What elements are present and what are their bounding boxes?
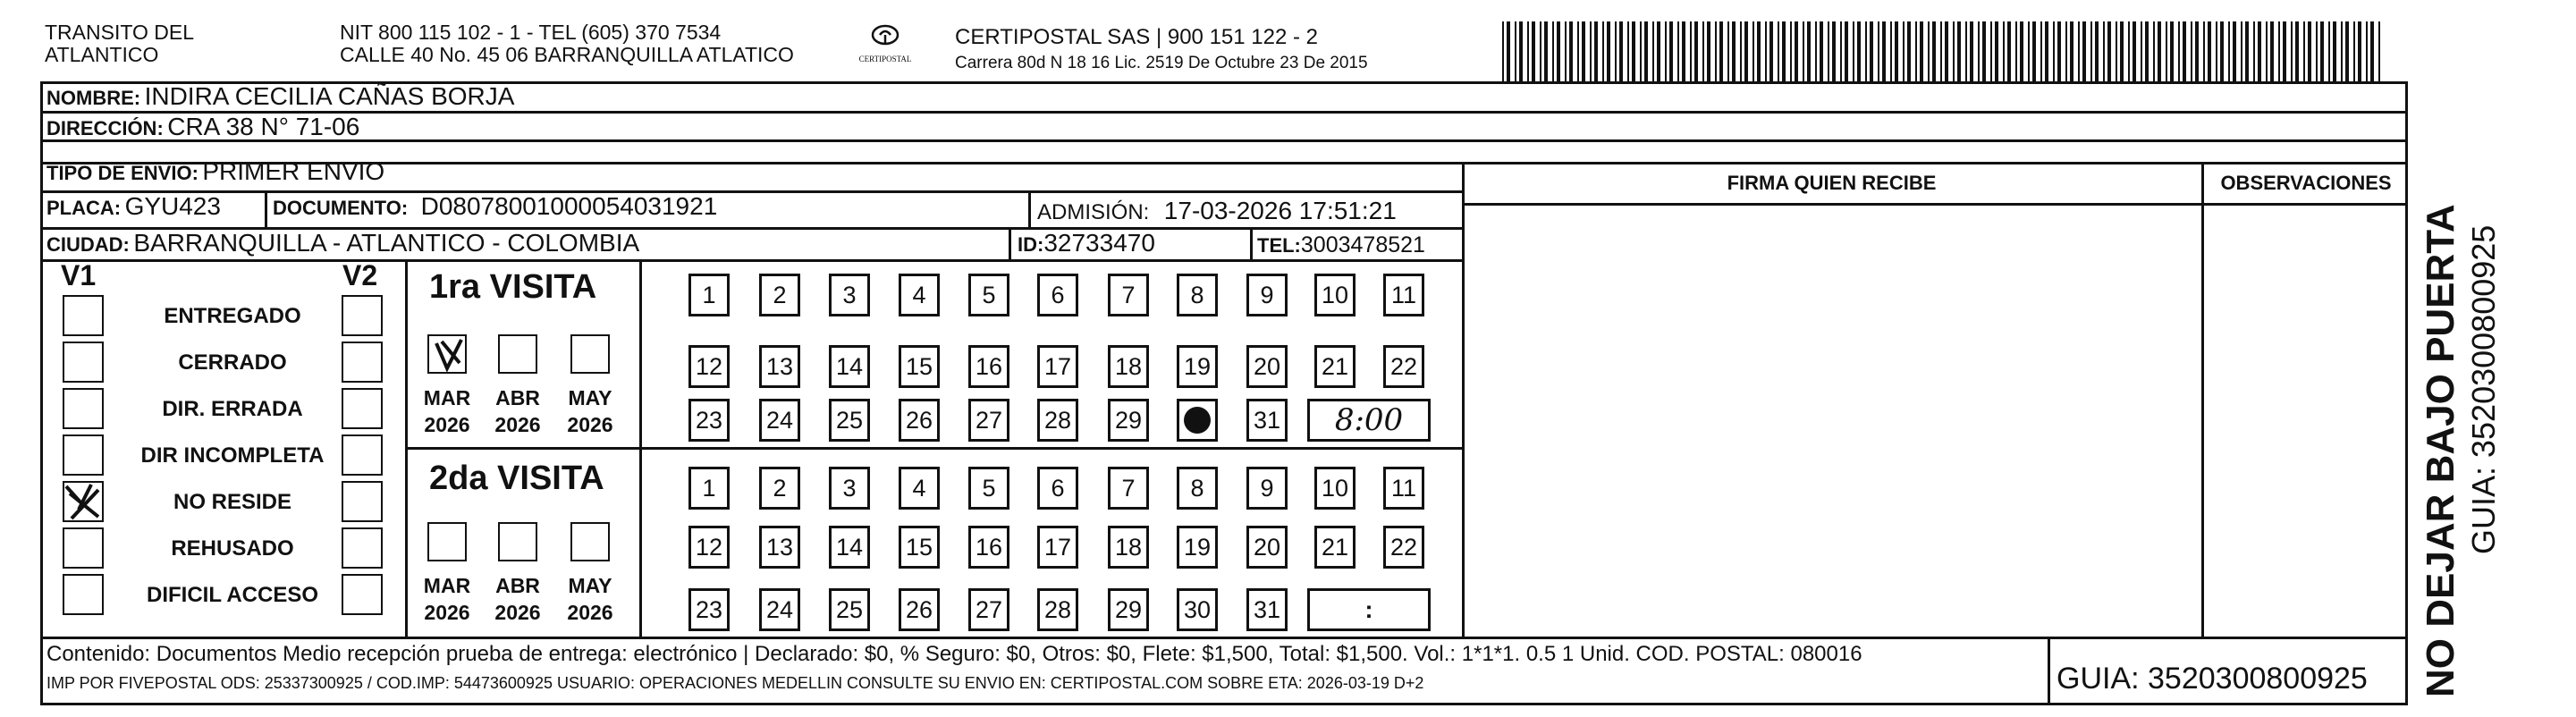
barcode-bar — [2015, 21, 2017, 84]
day-box[interactable]: 22 — [1383, 345, 1424, 388]
first-visit-time[interactable]: 8:00 — [1307, 399, 1431, 442]
day-box[interactable] — [1177, 399, 1218, 442]
day-box[interactable]: 12 — [688, 345, 730, 388]
day-box[interactable]: 2 — [759, 274, 800, 316]
first-visit-title: 1ra VISITA — [429, 268, 597, 306]
barcode-bar — [2258, 21, 2261, 84]
recipient-name: INDIRA CECILIA CAÑAS BORJA — [144, 82, 515, 110]
day-box[interactable]: 30 — [1177, 588, 1218, 631]
barcode-bar — [2341, 21, 2343, 84]
barcode-bar — [2003, 21, 2005, 84]
barcode-bar — [1665, 21, 1667, 84]
status-v1-checkbox[interactable] — [63, 295, 104, 336]
day-box[interactable]: 22 — [1383, 526, 1424, 569]
month-label: MAY — [568, 386, 612, 409]
status-v2-checkbox[interactable] — [342, 295, 383, 336]
barcode-bar — [1757, 21, 1761, 84]
barcode-bar — [2065, 21, 2067, 84]
barcode-bar — [1715, 21, 1717, 84]
barcode-bar — [2366, 21, 2368, 84]
document-field: DOCUMENTO: D08078001000054031921 — [273, 192, 718, 220]
day-box[interactable]: 4 — [899, 467, 940, 510]
barcode-bar — [2283, 21, 2286, 84]
barcode-bar — [1502, 21, 1504, 84]
status-v2-checkbox[interactable] — [342, 481, 383, 522]
day-box[interactable]: 15 — [899, 526, 940, 569]
barcode-bar — [2070, 21, 2073, 84]
barcode-bar — [2082, 21, 2086, 84]
day-box[interactable]: 5 — [968, 467, 1009, 510]
barcode-bar — [1790, 21, 1792, 84]
barcode-bar — [2120, 21, 2124, 84]
status-v1-checkbox[interactable] — [63, 574, 104, 615]
barcode-bar — [2090, 21, 2092, 84]
status-v1-checkbox[interactable] — [63, 342, 104, 383]
barcode-bar — [2278, 21, 2280, 84]
barcode — [1502, 21, 2387, 84]
barcode-bar — [2145, 21, 2149, 84]
day-box[interactable]: 25 — [829, 588, 870, 631]
barcode-bar — [1507, 21, 1510, 84]
day-box[interactable]: 19 — [1177, 526, 1218, 569]
barcode-bar — [2358, 21, 2361, 84]
barcode-bar — [1857, 21, 1861, 84]
day-box[interactable]: 1 — [688, 274, 730, 316]
barcode-bar — [1828, 21, 1829, 84]
month-label-group — [486, 572, 549, 626]
barcode-bar — [1515, 21, 1516, 84]
day-box[interactable]: 3 — [829, 467, 870, 510]
month-label-group — [559, 384, 621, 438]
barcode-bar — [1615, 21, 1617, 84]
status-label: DIR INCOMPLETA — [140, 443, 325, 468]
barcode-bar — [1557, 21, 1560, 84]
barcode-bar — [1602, 21, 1604, 84]
barcode-bar — [1853, 21, 1854, 84]
barcode-bar — [1978, 21, 1980, 84]
year-label: 2026 — [424, 413, 470, 436]
id-field: ID:32733470 — [1018, 229, 1155, 257]
day-box[interactable]: 13 — [759, 345, 800, 388]
barcode-bar — [1640, 21, 1642, 84]
barcode-bar — [1565, 21, 1567, 84]
barcode-bar — [2128, 21, 2130, 84]
day-box[interactable]: 24 — [759, 588, 800, 631]
city-field: CIUDAD: BARRANQUILLA - ATLANTICO - COLOMBIA — [46, 229, 640, 257]
day-box[interactable]: 14 — [829, 345, 870, 388]
status-v2-checkbox[interactable] — [342, 527, 383, 569]
barcode-bar — [1982, 21, 1986, 84]
day-box[interactable]: 11 — [1383, 467, 1424, 510]
vertical-guia: GUIA: 3520300800925 — [2465, 224, 2502, 554]
month-label: MAR — [423, 386, 471, 409]
barcode-bar — [2020, 21, 2023, 84]
barcode-bar — [2007, 21, 2011, 84]
sender-contact: NIT 800 115 102 - 1 - TEL (605) 370 7534 CALLE 40 No. 45 06 BARRANQUILLA ATLATICO — [340, 21, 794, 66]
day-box[interactable]: 15 — [899, 345, 940, 388]
admission-field: ADMISIÓN: 17-03-2026 17:51:21 — [1037, 197, 1397, 224]
barcode-bar — [1940, 21, 1942, 84]
day-box[interactable]: 18 — [1108, 345, 1149, 388]
barcode-bar — [1765, 21, 1767, 84]
day-box[interactable]: 26 — [899, 399, 940, 442]
barcode-bar — [2053, 21, 2055, 84]
status-v1-checkbox[interactable] — [63, 388, 104, 429]
month-label-group — [416, 384, 478, 438]
barcode-bar — [2078, 21, 2080, 84]
status-v2-checkbox[interactable] — [342, 342, 383, 383]
barcode-bar — [1657, 21, 1660, 84]
barcode-bar — [2170, 21, 2174, 84]
barcode-bar — [2028, 21, 2030, 84]
barcode-bar — [2178, 21, 2180, 84]
barcode-bar — [2291, 21, 2293, 84]
type-row: TIPO DE ENVIO: PRIMER ENVIO — [46, 157, 385, 185]
status-label: REHUSADO — [171, 536, 294, 561]
barcode-bar — [2166, 21, 2167, 84]
barcode-bar — [1915, 21, 1917, 84]
day-box[interactable]: 7 — [1108, 274, 1149, 316]
barcode-bar — [1945, 21, 1948, 84]
month-label-group — [416, 572, 478, 626]
barcode-bar — [2216, 21, 2217, 84]
barcode-bar — [1957, 21, 1961, 84]
day-box[interactable]: 11 — [1383, 274, 1424, 316]
barcode-bar — [2158, 21, 2161, 84]
barcode-bar — [1815, 21, 1817, 84]
barcode-bar — [1995, 21, 1998, 84]
barcode-bar — [1732, 21, 1736, 84]
barcode-bar — [1594, 21, 1598, 84]
barcode-bar — [1820, 21, 1823, 84]
barcode-bar — [1632, 21, 1635, 84]
barcode-bar — [1903, 21, 1905, 84]
company-info: CERTIPOSTAL SAS | 900 151 122 - 2 Carrera 80d N 18 16 Lic. 2519 De Octubre 23 De 2015 — [955, 25, 1368, 72]
status-v1-checkbox[interactable] — [63, 481, 104, 522]
barcode-bar — [1590, 21, 1592, 84]
day-box[interactable]: 27 — [968, 399, 1009, 442]
barcode-bar — [1519, 21, 1523, 84]
day-box[interactable]: 3 — [829, 274, 870, 316]
month-label: ABR — [495, 386, 540, 409]
barcode-bar — [2295, 21, 2299, 84]
day-box[interactable]: 27 — [968, 588, 1009, 631]
day-box[interactable]: 25 — [829, 399, 870, 442]
barcode-bar — [1644, 21, 1648, 84]
observations-header: OBSERVACIONES — [2220, 172, 2392, 194]
day-box[interactable]: 17 — [1037, 526, 1078, 569]
check-mark-icon — [429, 336, 469, 375]
barcode-bar — [2316, 21, 2318, 84]
day-box[interactable]: 29 — [1108, 588, 1149, 631]
month-checkbox[interactable] — [570, 522, 610, 561]
barcode-bar — [1652, 21, 1654, 84]
day-box[interactable]: 14 — [829, 526, 870, 569]
name-row: NOMBRE: INDIRA CECILIA CAÑAS BORJA — [46, 82, 515, 110]
second-visit-title: 2da VISITA — [429, 460, 604, 497]
company-logo: CERTIPOSTAL — [836, 23, 934, 63]
barcode-bar — [1540, 21, 1541, 84]
barcode-bar — [1907, 21, 1911, 84]
day-box[interactable]: 4 — [899, 274, 940, 316]
month-label: ABR — [495, 574, 540, 597]
day-box[interactable]: 23 — [688, 588, 730, 631]
barcode-bar — [2040, 21, 2042, 84]
signature-header: FIRMA QUIEN RECIBE — [1727, 172, 1937, 194]
barcode-bar — [2303, 21, 2305, 84]
barcode-bar — [2208, 21, 2211, 84]
barcode-bar — [2253, 21, 2255, 84]
day-box[interactable]: 6 — [1037, 274, 1078, 316]
day-box[interactable]: 6 — [1037, 467, 1078, 510]
barcode-bar — [1607, 21, 1610, 84]
day-box[interactable]: 2 — [759, 467, 800, 510]
status-v2-checkbox[interactable] — [342, 574, 383, 615]
do-not-leave-under-door: NO DEJAR BAJO PUERTA — [2419, 204, 2462, 697]
barcode-bar — [1953, 21, 1955, 84]
day-box[interactable]: 10 — [1314, 467, 1356, 510]
guia-box-text: GUIA: 3520300800925 — [2057, 662, 2368, 696]
recipient-address: CRA 38 N° 71-06 — [167, 113, 360, 140]
barcode-bar — [2195, 21, 2199, 84]
logo-icon — [867, 23, 903, 50]
day-box[interactable]: 17 — [1037, 345, 1078, 388]
status-v1-checkbox[interactable] — [63, 434, 104, 476]
observations-area[interactable] — [2206, 207, 2404, 633]
barcode-bar — [1669, 21, 1673, 84]
month-label: MAY — [568, 574, 612, 597]
barcode-bar — [1690, 21, 1692, 84]
barcode-bar — [2133, 21, 2136, 84]
barcode-bar — [1744, 21, 1748, 84]
barcode-bar — [1895, 21, 1898, 84]
status-v2-checkbox[interactable] — [342, 388, 383, 429]
barcode-bar — [1552, 21, 1554, 84]
signature-area[interactable] — [1466, 207, 2198, 633]
year-label: 2026 — [494, 601, 541, 624]
barcode-bar — [1532, 21, 1535, 84]
v1-label: V1 — [61, 259, 97, 291]
barcode-bar — [2153, 21, 2155, 84]
month-label-group — [559, 572, 621, 626]
day-box[interactable]: 28 — [1037, 399, 1078, 442]
barcode-bar — [1677, 21, 1679, 84]
barcode-bar — [1845, 21, 1848, 84]
barcode-bar — [1727, 21, 1729, 84]
status-v1-checkbox[interactable] — [63, 527, 104, 569]
barcode-bar — [2107, 21, 2111, 84]
day-box[interactable]: 12 — [688, 526, 730, 569]
status-label: ENTREGADO — [164, 304, 301, 328]
day-box[interactable]: 7 — [1108, 467, 1149, 510]
barcode-bar — [1920, 21, 1923, 84]
day-box[interactable]: 5 — [968, 274, 1009, 316]
barcode-bar — [1778, 21, 1779, 84]
barcode-bar — [1782, 21, 1786, 84]
barcode-bar — [1702, 21, 1704, 84]
barcode-bar — [1707, 21, 1710, 84]
second-visit-time[interactable]: : — [1307, 588, 1431, 631]
day-box[interactable]: 20 — [1246, 526, 1288, 569]
barcode-bar — [1807, 21, 1811, 84]
day-box[interactable]: 31 — [1246, 399, 1288, 442]
year-label: 2026 — [494, 413, 541, 436]
barcode-bar — [1769, 21, 1773, 84]
barcode-bar — [1582, 21, 1585, 84]
barcode-bar — [1795, 21, 1798, 84]
barcode-bar — [1878, 21, 1879, 84]
month-label-group — [486, 384, 549, 438]
barcode-bar — [2320, 21, 2324, 84]
day-box[interactable]: 23 — [688, 399, 730, 442]
check-mark-icon — [64, 483, 106, 524]
barcode-bar — [1803, 21, 1804, 84]
barcode-bar — [2057, 21, 2061, 84]
day-box[interactable]: 19 — [1177, 345, 1218, 388]
barcode-bar — [1627, 21, 1629, 84]
barcode-bar — [1577, 21, 1579, 84]
month-checkbox[interactable] — [498, 334, 537, 374]
day-box[interactable]: 8 — [1177, 467, 1218, 510]
barcode-bar — [2266, 21, 2268, 84]
day-box[interactable]: 26 — [899, 588, 940, 631]
barcode-bar — [2241, 21, 2242, 84]
barcode-bar — [2270, 21, 2274, 84]
barcode-bar — [1569, 21, 1573, 84]
sender-name: TRANSITO DEL ATLANTICO — [45, 21, 194, 66]
barcode-bar — [2220, 21, 2224, 84]
shipment-type: PRIMER ENVIO — [202, 157, 385, 185]
barcode-bar — [2141, 21, 2142, 84]
barcode-bar — [1544, 21, 1548, 84]
status-v2-checkbox[interactable] — [342, 434, 383, 476]
day-box[interactable]: 16 — [968, 526, 1009, 569]
year-label: 2026 — [567, 601, 613, 624]
barcode-bar — [2345, 21, 2349, 84]
barcode-bar — [1965, 21, 1967, 84]
v2-label: V2 — [342, 259, 378, 291]
barcode-bar — [2045, 21, 2048, 84]
contents-line: Contenido: Documentos Medio recepción prueba de entrega: electrónico | Declarado: $0, % Seguro: $0, Otros: $0, Flete: $1,500, Total: $1,500. Vol.: 1*1*1. 0.5 1 Unid. COD. POSTAL: 080016 — [46, 642, 1862, 666]
barcode-bar — [2203, 21, 2205, 84]
barcode-bar — [2103, 21, 2105, 84]
barcode-bar — [1719, 21, 1723, 84]
barcode-bar — [1740, 21, 1742, 84]
barcode-bar — [1840, 21, 1842, 84]
month-checkbox[interactable] — [570, 334, 610, 374]
day-box[interactable]: 21 — [1314, 526, 1356, 569]
address-row: DIRECCIÓN: CRA 38 N° 71-06 — [46, 113, 360, 140]
status-label: NO RESIDE — [173, 490, 292, 514]
day-box[interactable]: 31 — [1246, 588, 1288, 631]
day-box[interactable]: 28 — [1037, 588, 1078, 631]
imp-line: IMP POR FIVEPOSTAL ODS: 25337300925 / COD.IMP: 54473600925 USUARIO: OPERACIONES MEDELLIN CONSULTE SU ENVIO EN: CERTIPOSTAL.COM SOBRE ETA: 2026-03-19 D+2 — [46, 674, 1424, 692]
barcode-bar — [1865, 21, 1867, 84]
month-checkbox[interactable] — [498, 522, 537, 561]
barcode-bar — [2116, 21, 2117, 84]
barcode-bar — [1990, 21, 1992, 84]
barcode-bar — [2378, 21, 2380, 84]
barcode-bar — [1870, 21, 1873, 84]
year-label: 2026 — [424, 601, 470, 624]
barcode-bar — [2245, 21, 2249, 84]
barcode-bar — [2333, 21, 2336, 84]
barcode-bar — [2228, 21, 2230, 84]
barcode-bar — [2353, 21, 2355, 84]
barcode-bar — [2370, 21, 2374, 84]
day-box[interactable]: 21 — [1314, 345, 1356, 388]
barcode-bar — [2183, 21, 2186, 84]
barcode-bar — [1928, 21, 1930, 84]
barcode-bar — [1527, 21, 1529, 84]
barcode-bar — [2095, 21, 2099, 84]
barcode-bar — [1932, 21, 1936, 84]
month-label: MAR — [423, 574, 471, 597]
barcode-bar — [2191, 21, 2192, 84]
barcode-bar — [1832, 21, 1836, 84]
barcode-bar — [1694, 21, 1698, 84]
status-label: DIR. ERRADA — [162, 397, 303, 421]
day-box[interactable]: 20 — [1246, 345, 1288, 388]
day-box[interactable]: 29 — [1108, 399, 1149, 442]
status-label: DIFICIL ACCESO — [146, 583, 318, 607]
day-box[interactable]: 8 — [1177, 274, 1218, 316]
barcode-bar — [2328, 21, 2330, 84]
barcode-bar — [2233, 21, 2236, 84]
barcode-bar — [1682, 21, 1685, 84]
barcode-bar — [2308, 21, 2311, 84]
barcode-bar — [2032, 21, 2036, 84]
month-checkbox[interactable] — [427, 334, 467, 374]
day-box[interactable]: 9 — [1246, 274, 1288, 316]
status-label: CERRADO — [178, 350, 287, 375]
day-box[interactable]: 24 — [759, 399, 800, 442]
barcode-bar — [1890, 21, 1892, 84]
tel-field: TEL:3003478521 — [1257, 232, 1425, 257]
barcode-bar — [1970, 21, 1973, 84]
barcode-bar — [1753, 21, 1754, 84]
month-checkbox[interactable] — [427, 522, 467, 561]
day-box[interactable]: 10 — [1314, 274, 1356, 316]
barcode-bar — [1882, 21, 1886, 84]
plate-field: PLACA: GYU423 — [46, 192, 221, 220]
barcode-bar — [1619, 21, 1623, 84]
day-box[interactable]: 18 — [1108, 526, 1149, 569]
filled-mark-icon — [1179, 401, 1215, 439]
year-label: 2026 — [567, 413, 613, 436]
day-box[interactable]: 1 — [688, 467, 730, 510]
day-box[interactable]: 16 — [968, 345, 1009, 388]
day-box[interactable]: 9 — [1246, 467, 1288, 510]
day-box[interactable]: 13 — [759, 526, 800, 569]
